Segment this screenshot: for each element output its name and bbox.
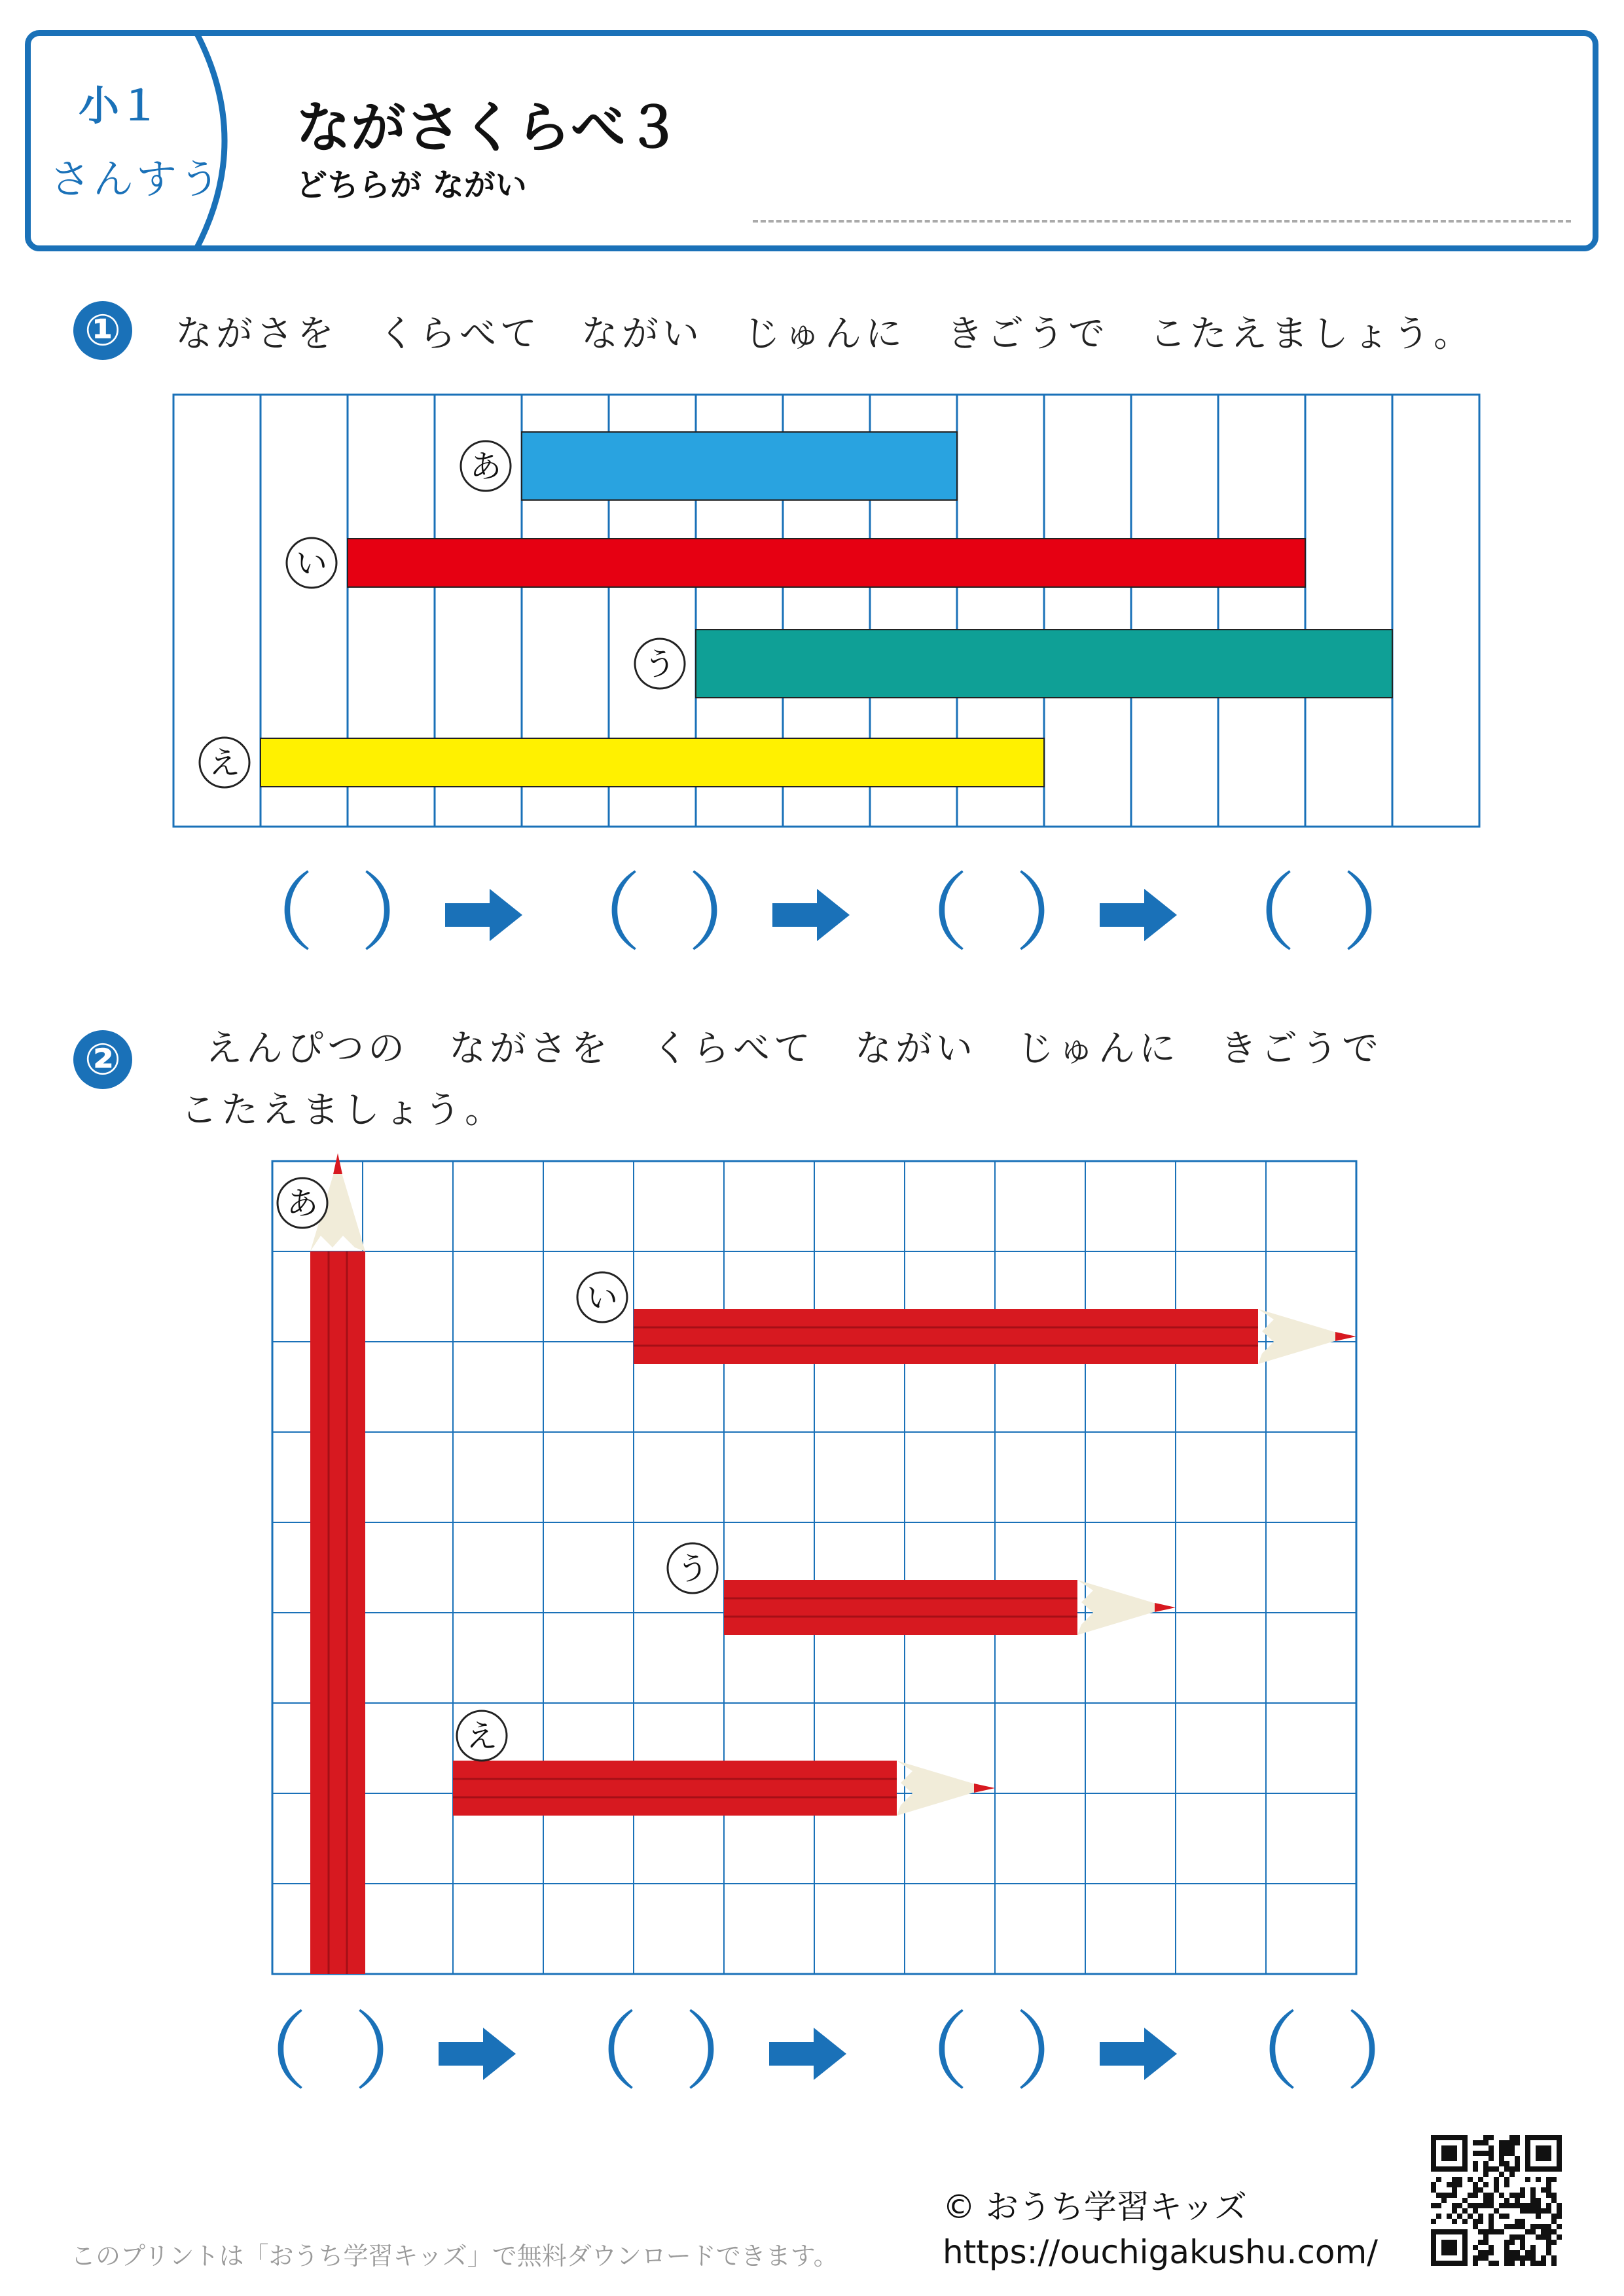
bar-label: あ (469, 448, 502, 485)
question-2-answer-row (170, 2003, 1479, 2108)
answer-paren-open: （ (884, 2002, 969, 2102)
answer-paren-open: （ (1214, 2002, 1300, 2102)
site-url[interactable]: https://ouchigakushu.com/ (943, 2233, 1379, 2271)
grade-label: 小１ (79, 82, 160, 130)
pencil-i (634, 1309, 1356, 1364)
answer-paren-close: ） (1345, 2002, 1431, 2102)
answer-paren-open: （ (556, 863, 642, 963)
answer-paren-open: （ (229, 863, 315, 963)
question-2-grid (249, 1152, 1388, 1977)
qr-code-icon[interactable] (1431, 2135, 1562, 2266)
page-title: ながさくらべ３ (296, 96, 681, 160)
answer-paren-open: （ (223, 2002, 308, 2102)
header-box (25, 30, 1598, 251)
bar-label: い (295, 545, 328, 582)
pencil-label: い (586, 1280, 619, 1316)
question-1-answer-row (170, 864, 1479, 969)
page-subtitle: どちらが ながい (296, 167, 527, 204)
question-1-instruction: ながさを くらべて ながい じゅんに きごうで こたえましょう。 (175, 313, 1474, 355)
arrow-right-icon (1100, 2028, 1177, 2080)
question-2-instruction-line1: えんぴつの ながさを くらべて ながい じゅんに きごうで (206, 1028, 1382, 1070)
arrow-right-icon (1100, 889, 1177, 941)
answer-paren-close: ） (360, 863, 446, 963)
arrow-right-icon (439, 2028, 516, 2080)
question-1-number: ① (73, 301, 132, 360)
bar-2 (348, 539, 1305, 587)
name-line[interactable] (753, 220, 1571, 223)
subject-label: さんすう (50, 155, 223, 203)
pencil-e (453, 1761, 995, 1816)
bar-3 (696, 630, 1392, 698)
bar-label: え (208, 745, 241, 781)
bar-1 (522, 432, 957, 500)
pencil-label: う (676, 1551, 709, 1587)
answer-paren-close: ） (687, 863, 773, 963)
footer-note: このプリントは「おうち学習キッズ」で無料ダウンロードできます。 (71, 2242, 839, 2270)
answer-paren-open: （ (1211, 863, 1297, 963)
question-2-number: ② (73, 1030, 132, 1089)
bar-label: う (643, 646, 676, 683)
question-2-instruction-line2: こたえましょう。 (181, 1089, 505, 1132)
answer-paren-close: ） (353, 2002, 439, 2102)
arrow-right-icon (772, 889, 850, 941)
pencil-a (310, 1153, 365, 1974)
answer-paren-close: ） (684, 2002, 770, 2102)
arrow-right-icon (769, 2028, 846, 2080)
answer-paren-open: （ (884, 863, 969, 963)
pencil-label: あ (286, 1185, 319, 1222)
copyright: © おうち学習キッズ (943, 2188, 1247, 2226)
answer-paren-close: ） (1015, 2002, 1100, 2102)
pencil-label: え (465, 1718, 498, 1755)
bar-4 (261, 738, 1044, 787)
answer-paren-close: ） (1342, 863, 1428, 963)
grade-panel-divider (25, 30, 247, 251)
answer-paren-close: ） (1015, 863, 1100, 963)
arrow-right-icon (445, 889, 522, 941)
answer-paren-open: （ (553, 2002, 639, 2102)
question-1-grid (170, 391, 1486, 830)
